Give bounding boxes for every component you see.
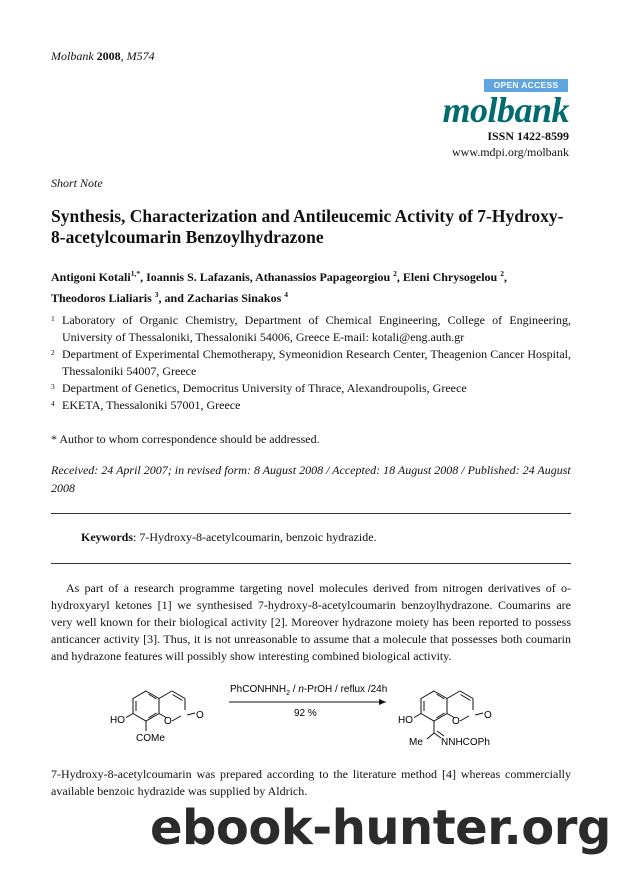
watermark: ebook-hunter.org (150, 800, 611, 856)
reactant-ring-o-label: O (164, 716, 172, 727)
product-ring-o-label: O (452, 716, 460, 727)
article-title: Synthesis, Characterization and Antileucemic Activity of 7-Hydroxy-8-acetylcoumarin Benzoylhydrazone (51, 206, 564, 247)
article-type: Short Note (51, 176, 103, 190)
reactant-ho-label: HO (110, 715, 125, 726)
author-sup: 1,* (130, 269, 141, 278)
author: Athanassios Papageorgiou (255, 270, 391, 284)
keywords-value: : 7-Hydroxy-8-acetylcoumarin, benzoic hydrazide. (133, 530, 377, 544)
correspondence-note: * Author to whom correspondence should be addressed. (51, 432, 320, 446)
reactant-carbonyl-o-label: O (196, 710, 204, 721)
yield-label: 92 % (294, 708, 317, 719)
affiliation: 3 Department of Genetics, Democritus University of Thrace, Alexandroupolis, Greece (51, 381, 467, 395)
keywords (81, 530, 377, 545)
product-methyl-label: Me (409, 737, 423, 748)
journal-name: Molbank (51, 49, 94, 63)
author: Ioannis S. Lafazanis (146, 270, 250, 284)
affiliations (51, 312, 571, 414)
author: Theodoros Lialiaris (51, 291, 152, 305)
author: Zacharias Sinakos (186, 291, 282, 305)
journal-year: 2008 (96, 49, 121, 63)
product-hydrazone-label: NNHCOPh (441, 737, 490, 748)
divider-bottom (51, 563, 571, 564)
reactant-substituent-label: COMe (136, 733, 165, 744)
journal-website[interactable]: www.mdpi.org/molbank (452, 145, 569, 159)
author: Eleni Chrysogelou (402, 270, 498, 284)
issn: ISSN 1422-8599 (487, 129, 569, 143)
affiliation: 2 Department of Experimental Chemotherapy, Symeonidion Research Center, Theagenion Cancer Hospital, Thessaloniki 54007, Greece (51, 347, 571, 378)
journal-logo: molbank (442, 90, 569, 130)
body-paragraph-1: As part of a research programme targeting novel molecules derived from nitrogen derivatives of o-hydroxyaryl ketones [1] we synthesised 7-hydroxy-8-acetylcoumarin benzoylhydrazone. Coumarins are very well known for their biological activity [2]. Moreover hydrazone moiety has been reported to possess anticancer activity [3]. Thus, it is not unreasonable to assume that a molecule that possesses both coumarin and hydrazone features will possibly show interesting combined biological activity. (51, 581, 571, 663)
author-sup: 4 (284, 290, 289, 299)
product-structure (414, 691, 483, 739)
journal-citation (51, 49, 155, 64)
reaction-scheme-svg (51, 678, 571, 763)
author-sup: 2 (393, 269, 397, 278)
reaction-arrow-head (379, 699, 386, 705)
keywords-label: Keywords (81, 530, 133, 544)
body-paragraph-2: 7-Hydroxy-8-acetylcoumarin was prepared according to the literature method [4] whereas commercially available benzoic hydrazide was supplied by Aldrich. (51, 767, 571, 798)
affiliation: 4 EKETA, Thessaloniki 57001, Greece (51, 398, 241, 412)
reagents-label: PhCONHNH$_2$ / n-PrOH / reflux /24h (230, 684, 388, 697)
divider-top (51, 513, 571, 514)
author-sup: 2 (500, 269, 504, 278)
product-carbonyl-o-label: O (484, 710, 492, 721)
open-access-badge: OPEN ACCESS (484, 79, 568, 92)
product-ho-label: HO (398, 715, 413, 726)
affiliation: 1 Laboratory of Organic Chemistry, Department of Chemical Engineering, College of Engineering, University of Thessaloniki, Thessaloniki 54006, Greece E-mail: kotali@eng.auth.gr (51, 313, 571, 344)
publication-dates: Received: 24 April 2007; in revised form: 8 August 2008 / Accepted: 18 August 2008 / Published: 24 August 2008 (51, 463, 571, 495)
reaction-scheme (51, 678, 571, 768)
author-list: Antigoni Kotali$^{1,*}$, Ioannis S. Lafazanis, Athanassios Papageorgiou $^2$, Eleni Chrysogelou $^2$, Theodoros Lialiaris $^3$, and Zacharias Sinakos $^4$ (51, 269, 507, 305)
author: Antigoni Kotali (51, 270, 131, 284)
author-sup: 3 (154, 290, 159, 299)
article-id: , M574 (120, 49, 155, 63)
reactant-structure (126, 691, 195, 731)
